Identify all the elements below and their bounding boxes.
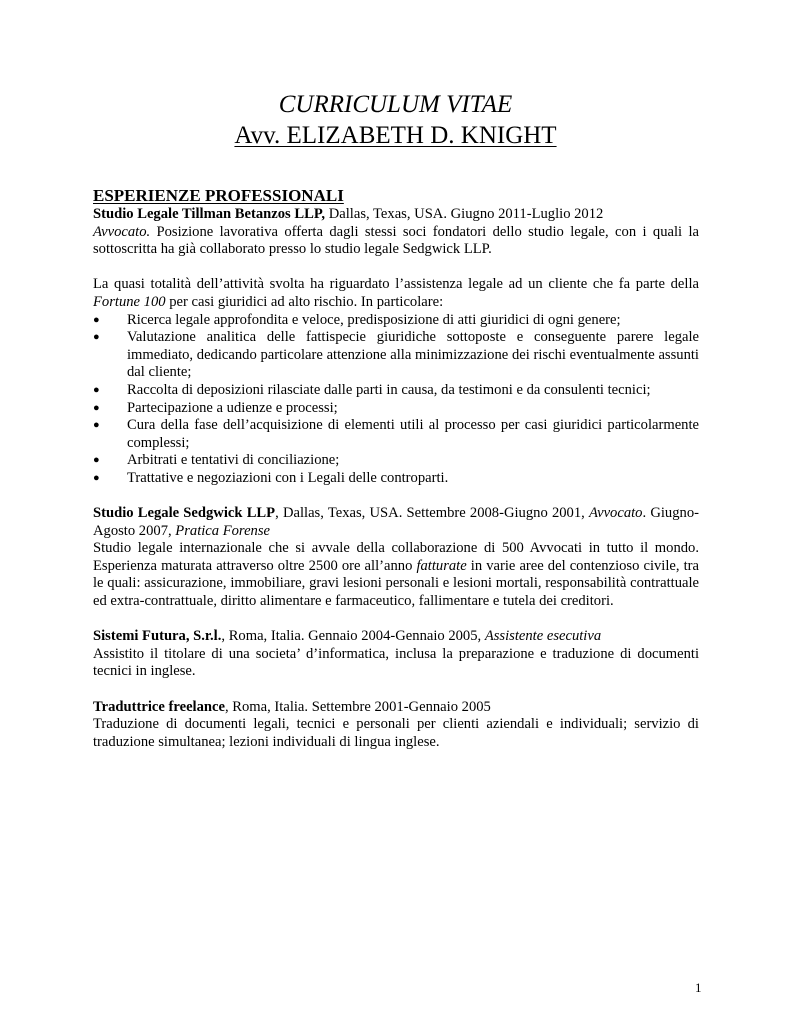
job1-intro-part2: per casi giuridici ad alto rischio. In particolare: [165,293,444,310]
job1-role: Avvocato. [93,223,151,240]
job4-header [93,699,699,717]
list-item [93,382,699,400]
list-item [93,312,699,330]
bullet-icon: ● [93,331,100,344]
job2-role2: Pratica Forense [175,522,270,539]
job2-details: , Dallas, Texas, USA. Settembre 2008-Giugno 2001, [275,505,589,522]
list-item-text: Raccolta di deposizioni rilasciate dalle parti in causa, da testimoni e da consulenti tecnici; [127,381,651,398]
job2-header [93,505,699,540]
job3-description: Assistito il titolare di una societa’ d’informatica, inclusa la preparazione e traduzione di documenti tecnici in inglese. [93,645,699,680]
bullet-icon: ● [93,419,100,432]
job2-employer: Studio Legale Sedgwick LLP [93,505,276,522]
job2-description [93,540,699,610]
bullet-icon: ● [93,454,100,467]
job2-desc-part2: in varie aree del contenzioso civile, tra le quali: assicurazione, immobiliare, gravi lesioni personali e lesioni mortali, responsabilità contrattuale ed extra-contrattuale, diritto alimentare e farmaceutico, fallimentare e tutela dei creditori. [93,557,700,610]
job1-employer: Studio Legale Tillman Betanzos LLP, [93,206,326,222]
list-item [93,452,699,470]
job1-description-text: Posizione lavorativa offerta dagli stessi soci fondatori dello studio legale, con i quali la sottoscritta ha già collaborato presso lo studio legale Sedgwick LLP. [93,223,699,258]
job4-employer: Traduttrice freelance [93,698,225,715]
job1-description [93,224,699,259]
job3-header [93,628,699,646]
job2-desc-part1: Studio legale internazionale che si avvale della collaborazione di 500 Avvocati in tutto il mondo. Esperienza maturata attraverso oltre 2500 ore all’anno [93,540,699,574]
job3-employer: Sistemi Futura, S.r.l. [93,628,222,645]
list-item-text: Partecipazione a udienze e processi; [127,399,338,416]
list-item-text: Trattative e negoziazioni con i Legali delle controparti. [127,469,449,486]
bullet-icon: ● [93,471,100,484]
list-item [93,417,699,452]
job4-description: Traduzione di documenti legali, tecnici e personali per clienti aziendali e individuali; servizio di traduzione simultanea; lezioni individuali di lingua inglese. [93,716,699,750]
job1-intro [93,276,699,311]
job3-details: , Roma, Italia. Gennaio 2004-Gennaio 2005, [221,628,485,645]
list-item-text: Arbitrati e tentativi di conciliazione; [127,452,340,469]
list-item [93,400,699,418]
job1-bullet-list [93,312,699,488]
job2-details2: . Giugno-Agosto 2007, [93,505,699,539]
candidate-name: Avv. ELIZABETH D. KNIGHT [234,122,557,149]
list-item-text: Ricerca legale approfondita e veloce, predisposizione di atti giuridici di ogni genere; [127,311,621,328]
list-item [93,329,699,382]
list-item-text: Cura della fase dell’acquisizione di elementi utili al processo per casi giuridici particolarmente complessi; [127,417,699,451]
list-item-text: Valutazione analitica delle fattispecie giuridiche sottoposte e conseguente parere legale immediato, dedicando particolare attenzione alla minimizzazione dei rischi eventualmente assunti dal cliente; [127,329,699,381]
title-block [0,90,791,152]
job1-intro-part1: La quasi totalità dell’attività svolta ha riguardato l’assistenza legale ad un cliente che fa parte della [93,276,699,293]
bullet-icon: ● [93,401,100,414]
cv-content [93,186,699,751]
bullet-icon: ● [93,383,100,396]
section-heading: ESPERIENZE PROFESSIONALI [93,186,344,205]
page-number: 1 [695,980,702,995]
job1-header [93,206,699,224]
job2-role: Avvocato [588,505,643,522]
job4-details: , Roma, Italia. Settembre 2001-Gennaio 2005 [224,698,491,715]
document-title: CURRICULUM VITAE [278,91,513,118]
job2-desc-italic: fatturate [416,557,467,574]
list-item [93,470,699,488]
job1-details: Dallas, Texas, USA. Giugno 2011-Luglio 2012 [325,206,604,222]
bullet-icon: ● [93,313,100,326]
job1-intro-italic: Fortune 100 [93,293,166,310]
job3-role: Assistente esecutiva [484,628,602,645]
